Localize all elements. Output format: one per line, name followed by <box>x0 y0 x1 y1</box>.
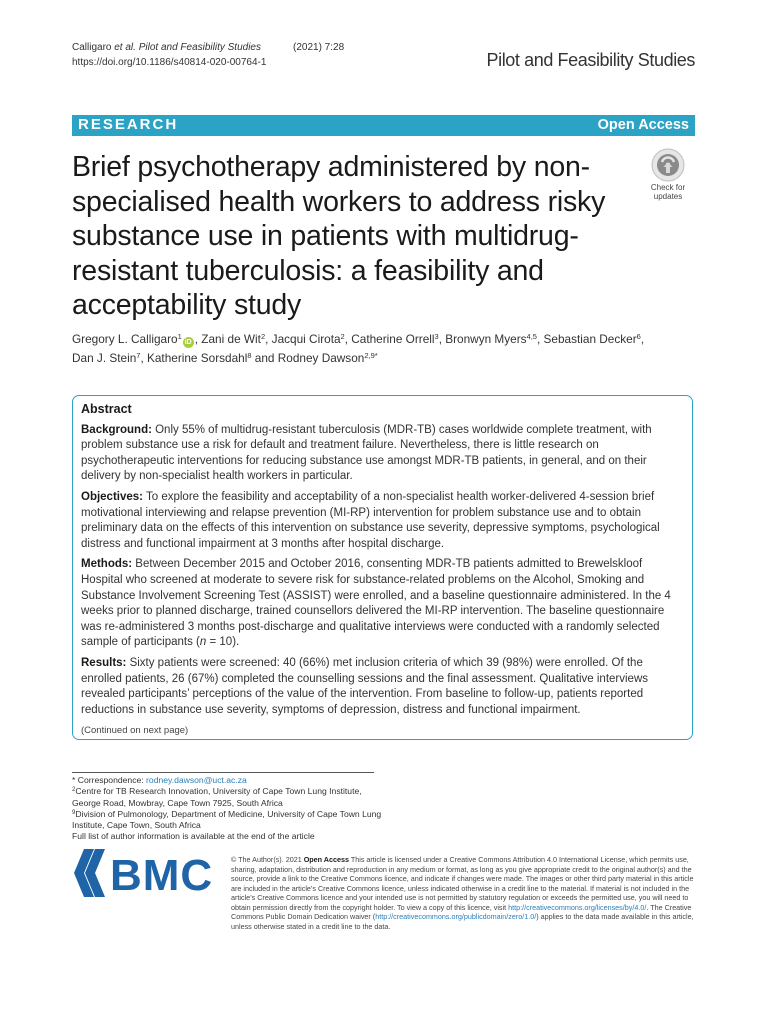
orcid-icon[interactable]: iD <box>184 339 192 346</box>
author-line-2 <box>72 349 702 368</box>
affiliation-sup: 2,9* <box>364 350 378 360</box>
abstract-background <box>81 423 684 485</box>
footnote-divider <box>72 772 374 773</box>
author-line-1 <box>72 330 702 349</box>
section-text: Between December 2015 and October 2016, consenting MDR-TB patients admitted to Brewelskloof Hospital who screened at moderate to severe risk for substance-related problems on the Alcohol, Smoking and Substance Involvement Screening Test (ASSIST) were enrolled, and a baseline questionnaire administered. In the 4 weeks prior to planned discharge, trained counsellors delivered the MI-RP intervention. The baseline questionnaire was re-administered 3 months post-discharge and qualitative interviews were conducted with a randomly selected sample of participants ( <box>81 558 671 649</box>
citation-authors: Calligaro <box>72 42 115 53</box>
section-text: Only 55% of multidrug-resistant tuberculosis (MDR-TB) cases worldwide complete treatment, with problem substance use a risk for default and treatment failure. Nevertheless, there is little research on psychotherapeutic interventions for reducing substance use amongst MDR-TB patients, in general, and on their delivery by non-specialist health workers in particular. <box>81 423 652 483</box>
affiliation-sup: 2 <box>340 332 345 341</box>
section-label: Background: <box>81 423 152 436</box>
section-text-italic: n <box>199 636 207 649</box>
abstract-heading: Abstract <box>81 402 132 416</box>
author-name[interactable]: , Zani de Wit <box>194 332 261 346</box>
section-text: Sixty patients were screened: 40 (66%) met inclusion criteria of which 39 (98%) were enrolled. Of the enrolled patients, 26 (67%) completed the counselling sessions and the final assessment. Qualitative interviews revealed participants’ perceptions of the value of the intervention. From baseline to follow-up, patients reported reductions in substance use severity, symptoms of depression, distress and functional impairment. <box>81 656 649 716</box>
correspondence-note: * Correspondence: rodney.dawson@uct.ac.za <box>72 775 247 785</box>
citation-year: (2021) 7:28 <box>293 42 345 53</box>
affiliation-sup: 6 <box>636 332 641 341</box>
abstract-objectives <box>81 490 684 552</box>
affiliation-note: $^9$Division of Pulmonology, Department of Medicine, University of Cape Town Lung Institute, Cape Town, South Africa <box>72 808 382 831</box>
author-name[interactable]: , Katherine Sorsdahl <box>140 350 248 365</box>
title-line: resistant tuberculosis: a feasibility and <box>72 254 544 287</box>
author-name[interactable]: Gregory L. Calligaro <box>72 332 178 346</box>
article-type-label: RESEARCH <box>78 116 179 133</box>
correspondence-email-link[interactable]: rodney.dawson@uct.ac.za <box>146 775 247 785</box>
license-statement: © The Author(s). 2021 Open Access This article is licensed under a Creative Commons Attribution 4.0 International License, which permits use, sharing, adaptation, distribution and reproduction in any medium or format, as long as you give appropriate credit to the original author(s) and the source, provide a link to the Creative Commons licence, and indicate if changes were made. The images or other third party material in this article are included in the article’s Creative Commons licence, unless indicated otherwise in a credit line to the material. If material is not included in the article’s Creative Commons licence and your intended use is not permitted by statutory regulation or exceeds the permitted use, you will need to obtain permission directly from the copyright holder. To view a copy of this licence, visit http://creativecommons.org/licenses/by/4.0/. The Creative Commons Public Domain Dedication waiver (http://creativecommons.org/publicdomain/zero/1.0/) applies to the data made available in this article, unless otherwise stated in a credit line to the data. <box>231 855 694 931</box>
author-info-note: Full list of author information is available at the end of the article <box>72 831 315 842</box>
author-name[interactable]: , Sebastian Decker <box>536 332 637 346</box>
doi-link[interactable]: https://doi.org/10.1186/s40814-020-00764-1 <box>72 57 267 68</box>
title-line: Brief psychotherapy administered by non- <box>72 151 590 183</box>
author-name[interactable]: and Rodney Dawson <box>251 350 365 365</box>
cc-by-license-link[interactable]: http://creativecommons.org/licenses/by/4.0/ <box>508 902 647 912</box>
article-type-banner <box>72 115 695 136</box>
bmc-logo <box>72 845 222 901</box>
abstract-box <box>72 395 693 740</box>
cc-zero-waiver-link[interactable]: http://creativecommons.org/publicdomain/zero/1.0/ <box>375 912 537 921</box>
section-text-end: = 10). <box>206 636 240 649</box>
affiliation-sup: 2 <box>260 332 266 341</box>
journal-name: Pilot and Feasibility Studies <box>486 50 695 70</box>
affiliation-sup: 1 <box>177 332 182 341</box>
check-for-updates-label: Check for updates <box>650 183 686 201</box>
open-access-label: Open Access <box>597 117 689 133</box>
author-name[interactable]: , Jacqui Cirota <box>265 332 341 346</box>
title-line: substance use in patients with multidrug- <box>72 220 579 252</box>
title-line: acceptability study <box>72 289 302 321</box>
affiliation-sup: 4,5 <box>526 332 537 341</box>
author-list <box>72 330 702 367</box>
citation-header <box>72 40 344 70</box>
check-for-updates-badge[interactable] <box>640 148 696 200</box>
author-name[interactable]: , Catherine Orrell <box>344 332 435 346</box>
section-label: Methods: <box>81 558 133 571</box>
affiliation-note: $^2$Centre for TB Research Innovation, University of Cape Town Lung Institute, George Road, Mowbray, Cape Town 7925, South Africa <box>72 786 362 808</box>
affiliation-sup: 8 <box>247 350 252 360</box>
section-text: To explore the feasibility and acceptability of a non-specialist health worker-delivered 4-session brief motivational interviewing and relapse prevention (MI-RP) intervention for problem substance use and to obtain preliminary data on the effects of this intervention on substance use severity, depressive symptoms, psychological distress and functional impairment at 3 months after hospital discharge. <box>81 490 660 550</box>
title-line: specialised health workers to address risky <box>72 185 606 218</box>
author-name[interactable]: Dan J. Stein <box>72 350 137 365</box>
affiliation-sup: 7 <box>136 350 141 360</box>
affiliation-sup: 3 <box>434 332 439 341</box>
svg-text:BMC: BMC <box>110 851 214 900</box>
section-label: Results: <box>81 656 127 669</box>
section-label: Objectives: <box>81 490 143 503</box>
abstract-results <box>81 656 684 718</box>
continued-note: (Continued on next page) <box>81 725 189 737</box>
article-title <box>72 150 632 323</box>
author-separator: , <box>640 332 645 346</box>
author-name[interactable]: , Bronwyn Myers <box>438 332 527 346</box>
check-for-updates-icon <box>651 148 685 182</box>
abstract-methods <box>81 557 684 651</box>
citation-journal: et al. Pilot and Feasibility Studies <box>114 42 261 53</box>
footnotes <box>72 775 382 843</box>
